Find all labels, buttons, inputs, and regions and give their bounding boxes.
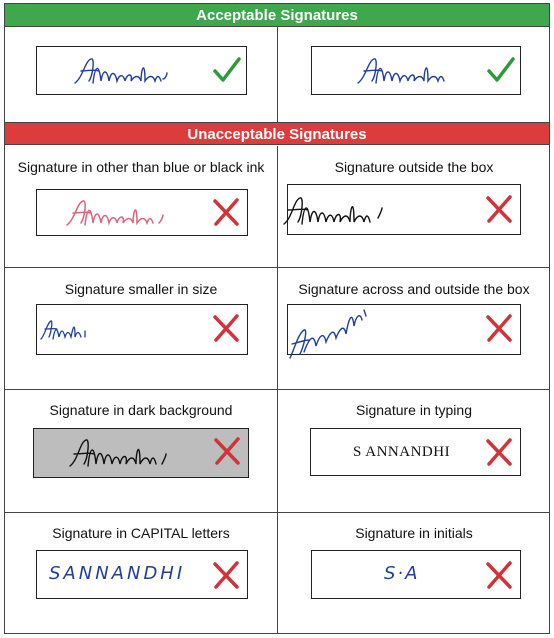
signature-box bbox=[36, 550, 248, 599]
cross-mark-icon bbox=[484, 313, 514, 343]
unacceptable-signatures-header: Unacceptable Signatures bbox=[5, 122, 549, 145]
example-label: Signature in typing bbox=[356, 402, 472, 418]
capital-letters-signature: SANNANDHI bbox=[49, 563, 186, 584]
acceptable-sample-left bbox=[5, 27, 277, 122]
acceptable-signatures-header: Acceptable Signatures bbox=[5, 4, 549, 27]
signature-box bbox=[311, 46, 521, 95]
cross-mark-icon bbox=[484, 560, 514, 590]
example-dark-background bbox=[5, 390, 277, 512]
example-across-outside-box bbox=[278, 268, 550, 389]
signature-blue-ink bbox=[284, 296, 374, 366]
check-mark-icon bbox=[486, 55, 516, 85]
signature-box-dark bbox=[33, 428, 249, 478]
example-initials bbox=[278, 513, 550, 634]
signature-box bbox=[311, 550, 521, 599]
cross-mark-icon bbox=[212, 436, 242, 466]
signature-blue-ink bbox=[71, 55, 211, 89]
signature-blue-ink bbox=[39, 317, 109, 345]
example-typing bbox=[278, 390, 550, 512]
example-label: Signature in CAPITAL letters bbox=[52, 525, 230, 541]
typed-signature: S ANNANDHI bbox=[353, 443, 451, 460]
example-capital-letters bbox=[5, 513, 277, 634]
signature-box bbox=[36, 46, 247, 95]
acceptable-sample-right bbox=[278, 27, 550, 122]
signature-box bbox=[310, 428, 521, 476]
example-label: Signature smaller in size bbox=[64, 281, 218, 297]
example-label: Signature in dark background bbox=[49, 402, 233, 418]
signature-blue-ink bbox=[354, 55, 494, 89]
initials-signature: S·A bbox=[384, 563, 420, 584]
signature-guidelines-sheet bbox=[4, 3, 550, 634]
example-label: Signature in initials bbox=[355, 525, 473, 541]
cross-mark-icon bbox=[484, 194, 514, 224]
example-other-ink bbox=[5, 146, 277, 267]
signature-box bbox=[36, 189, 248, 236]
example-label: Signature in other than blue or black ink bbox=[17, 159, 265, 175]
example-label: Signature across and outside the box bbox=[298, 281, 530, 297]
example-smaller-size bbox=[5, 268, 277, 389]
signature-black-ink bbox=[66, 436, 206, 472]
example-label: Signature outside the box bbox=[334, 159, 494, 175]
check-mark-icon bbox=[212, 55, 242, 85]
cross-mark-icon bbox=[211, 560, 241, 590]
cross-mark-icon bbox=[211, 313, 241, 343]
example-outside-box bbox=[278, 146, 550, 267]
cross-mark-icon bbox=[211, 197, 241, 227]
signature-box bbox=[36, 304, 248, 355]
cross-mark-icon bbox=[484, 437, 514, 467]
signature-black-ink bbox=[280, 192, 420, 232]
signature-red-ink bbox=[63, 197, 213, 231]
